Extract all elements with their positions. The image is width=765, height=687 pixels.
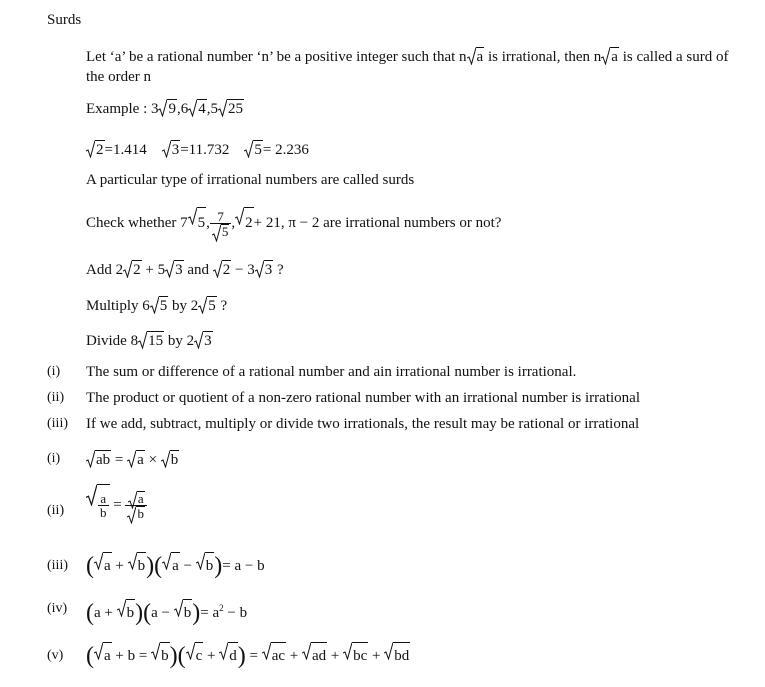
radical-sign-icon — [262, 642, 271, 660]
radical-sign-icon — [186, 642, 195, 660]
radical-sign-icon — [161, 450, 170, 468]
operator: = — [111, 452, 128, 468]
radical-sign-icon — [343, 642, 352, 660]
definition-text: Let ‘a’ be a rational number ‘n’ be a positive integer such that n — [86, 49, 467, 65]
radicand: ac — [271, 642, 286, 669]
radical — [467, 47, 485, 66]
radical — [343, 642, 368, 669]
paren: ( — [86, 553, 94, 579]
divide-label: Divide — [86, 333, 131, 349]
radicand: a — [171, 552, 180, 579]
operator: − — [157, 605, 174, 621]
radical — [188, 207, 207, 238]
radical — [219, 642, 238, 669]
definition-line-1 — [86, 47, 729, 66]
paren: )( — [169, 643, 186, 669]
radical — [601, 47, 619, 66]
law-5 — [86, 642, 410, 669]
radical-sign-icon — [127, 506, 136, 524]
radical — [123, 260, 142, 279]
page-title: Surds — [47, 12, 82, 28]
numerator: a — [98, 492, 109, 506]
radical — [94, 552, 112, 579]
radicand: 15 — [148, 333, 164, 349]
radical-sign-icon — [94, 552, 103, 570]
operator: − 3 — [231, 262, 255, 278]
radicand: b — [137, 552, 147, 579]
radical-sign-icon — [601, 47, 610, 65]
radical-sign-icon — [158, 99, 167, 117]
operator: + — [100, 605, 117, 621]
term: a — [151, 605, 158, 621]
law-1 — [86, 450, 179, 469]
radical-sign-icon — [117, 599, 126, 617]
radicand: a — [137, 491, 144, 507]
radical-sign-icon — [219, 642, 228, 660]
radical-sign-icon — [94, 642, 103, 660]
radicand: 5 — [208, 298, 216, 314]
fraction — [125, 491, 147, 520]
exponent: 2 — [219, 603, 224, 613]
radical — [86, 450, 111, 469]
radical-sign-icon — [235, 207, 244, 225]
coefficient: 2 — [190, 298, 199, 314]
radicand: c — [195, 642, 204, 669]
coefficient: 8 — [130, 333, 139, 349]
radicand: 3 — [264, 262, 273, 278]
example-label: Example : — [86, 101, 151, 117]
operator: + b = — [111, 648, 152, 664]
radicand: 9 — [168, 101, 176, 117]
radical — [127, 450, 145, 469]
radical — [384, 642, 410, 669]
divide-line — [86, 331, 213, 350]
radical-sign-icon — [165, 260, 174, 278]
radical-sign-icon — [188, 99, 197, 117]
property-text: The product or quotient of a non-zero rational number with an irrational number is irrational — [86, 390, 640, 406]
coefficient: 5 — [210, 101, 218, 117]
coefficient: 3 — [150, 101, 159, 117]
radical — [165, 260, 184, 279]
coefficient: 2 — [115, 262, 124, 278]
radicand: 2 — [222, 262, 231, 278]
operator: + — [286, 648, 302, 664]
radical-sign-icon — [123, 260, 132, 278]
radical-sign-icon — [213, 260, 222, 278]
radical — [188, 99, 207, 118]
coefficient: 5 — [157, 262, 166, 278]
radical-sign-icon — [151, 642, 160, 660]
denominator — [125, 506, 147, 520]
radicand: 5 — [159, 298, 168, 314]
radicand: 2 — [244, 207, 254, 238]
radical-sign-icon — [174, 599, 183, 617]
values-line — [86, 140, 309, 159]
property-tag: (ii) — [47, 390, 65, 405]
result: − b — [223, 605, 248, 621]
radicand: 3 — [175, 262, 183, 278]
fraction — [210, 210, 232, 238]
radical-sign-icon — [244, 140, 253, 158]
radical-sign-icon — [194, 331, 203, 349]
operator: = — [109, 497, 126, 513]
denominator — [210, 224, 232, 238]
numerator: 7 — [210, 210, 232, 224]
radical — [262, 642, 286, 669]
law-tag: (i) — [47, 451, 61, 466]
result: = a — [200, 605, 220, 621]
paren: ) — [237, 643, 246, 669]
definition-line-2: the order n — [86, 69, 151, 85]
radicand: 3 — [204, 333, 212, 349]
radicand: b — [170, 452, 179, 468]
operator: + — [141, 262, 158, 278]
radical-sign-icon — [86, 450, 95, 468]
coefficient: 6 — [142, 298, 150, 314]
coefficient: 2 — [186, 333, 195, 349]
radicand: b — [205, 552, 215, 579]
radical — [94, 642, 112, 669]
radical — [186, 642, 204, 669]
radical — [117, 599, 136, 626]
radical — [151, 642, 170, 669]
radical-sign-icon — [196, 552, 205, 570]
example-line: Example : 3 9,6 4,5 25 — [86, 101, 243, 117]
check-end: are irrational numbers or not? — [319, 215, 502, 231]
denominator: b — [100, 505, 107, 521]
radical — [138, 331, 164, 350]
radical — [213, 260, 232, 279]
radical-sign-icon — [212, 224, 221, 242]
radical-sign-icon — [255, 260, 264, 278]
property-tag: (i) — [47, 364, 61, 379]
add-label: Add — [86, 262, 116, 278]
radical — [196, 552, 215, 579]
radicand: a — [103, 642, 112, 669]
property-text: If we add, subtract, multiply or divide two irrationals, the result may be rational or irrational — [86, 416, 640, 432]
value-text: = 2.236 — [262, 142, 309, 158]
numerator — [125, 491, 147, 506]
radicand: b — [183, 599, 193, 626]
radicand: 5 — [197, 207, 207, 238]
question-mark: ? — [216, 298, 228, 314]
check-line: Check whether 7 5, $\frac{7}{5}$ , 2+ 21, π − 2 are irrational numbers or not? — [86, 207, 501, 238]
law-tag: (iii) — [47, 558, 68, 573]
coefficient: 7 — [180, 215, 188, 231]
radicand: b — [160, 642, 170, 669]
radical — [150, 296, 169, 315]
radicand: ad — [311, 642, 327, 669]
paren: ( — [86, 600, 94, 626]
radicand: 2 — [133, 262, 141, 278]
paren: ) — [214, 553, 223, 579]
definition-text: is called a surd of — [618, 49, 729, 65]
paren: )( — [135, 600, 152, 626]
radical-sign-icon — [162, 140, 171, 158]
radicand: a — [611, 49, 618, 65]
radical-sign-icon — [218, 99, 227, 117]
operator: + — [368, 648, 385, 664]
radical — [212, 224, 230, 238]
radical — [194, 331, 213, 350]
by-text: by — [164, 333, 187, 349]
radical — [86, 140, 105, 159]
radicand: 5 — [254, 142, 262, 158]
radicand: 5 — [221, 223, 229, 239]
radicand: 4 — [198, 101, 206, 117]
radical — [162, 140, 181, 159]
radical-sign-icon — [150, 296, 159, 314]
value-text: =1.414 — [104, 142, 147, 158]
law-2 — [86, 484, 147, 525]
radical — [218, 99, 244, 118]
radical-sign-icon — [467, 47, 476, 65]
radical-sign-icon — [86, 484, 97, 506]
radical — [161, 450, 180, 469]
radical — [244, 140, 263, 159]
radical-sign-icon — [198, 296, 207, 314]
radical-sign-icon — [384, 642, 393, 660]
radical — [128, 491, 145, 505]
coefficient: 6 — [180, 101, 189, 117]
definition-text: is irrational, then n — [484, 49, 602, 65]
radical-sign-icon — [138, 331, 147, 349]
property-tag: (iii) — [47, 416, 68, 431]
operator: = — [245, 648, 262, 664]
law-tag: (v) — [47, 648, 64, 663]
fraction — [98, 492, 109, 519]
radical-sign-icon — [162, 552, 171, 570]
radicand: b — [126, 599, 136, 626]
radicand: ab — [96, 452, 111, 468]
multiply-label: Multiply — [86, 298, 143, 314]
check-label: Check whether — [86, 215, 181, 231]
law-tag: (iv) — [47, 601, 68, 616]
add-line — [86, 260, 284, 279]
by-text: by — [168, 298, 191, 314]
operator: × — [144, 452, 161, 468]
value-text: =11.732 — [180, 142, 230, 158]
term: a — [94, 605, 101, 621]
radical — [235, 207, 254, 238]
law-3 — [86, 552, 265, 579]
radical — [127, 506, 145, 520]
radical-sign-icon — [128, 552, 137, 570]
paren: ) — [192, 600, 201, 626]
paren: ( — [86, 643, 94, 669]
expression-text: + 21, π − 2 — [253, 215, 320, 231]
multiply-line — [86, 296, 227, 315]
radical — [162, 552, 180, 579]
radical-sign-icon — [86, 140, 95, 158]
radical-sign-icon — [302, 642, 311, 660]
radicand: 2 — [96, 142, 104, 158]
radicand: bc — [352, 642, 368, 669]
property-text: The sum or difference of a rational number and ain irrational number is irrational. — [86, 364, 577, 380]
radical — [255, 260, 274, 279]
radical — [174, 599, 193, 626]
radical — [128, 552, 147, 579]
radicand: bd — [393, 642, 410, 669]
law-tag: (ii) — [47, 503, 65, 518]
operator: + — [327, 648, 344, 664]
radicand: a — [103, 552, 112, 579]
and-text: and — [183, 262, 213, 278]
radical-sign-icon — [127, 450, 136, 468]
radical-sign-icon — [188, 207, 197, 225]
radicand: 3 — [171, 142, 180, 158]
radical — [198, 296, 217, 315]
radical — [86, 484, 110, 525]
irrational-note: A particular type of irrational numbers are called surds — [86, 172, 415, 188]
radicand: 25 — [227, 101, 243, 117]
result: = a − b — [222, 558, 265, 574]
radicand: a — [476, 49, 484, 65]
operator: + — [203, 648, 220, 664]
radicand: a — [137, 452, 144, 468]
radicand: b — [137, 506, 144, 522]
paren: )( — [146, 553, 163, 579]
radical — [302, 642, 327, 669]
radicand: d — [228, 642, 238, 669]
radicand — [97, 484, 110, 525]
operator: + — [111, 558, 128, 574]
question-mark: ? — [273, 262, 284, 278]
operator: − — [179, 558, 196, 574]
law-4 — [86, 595, 247, 626]
radical — [158, 99, 177, 118]
